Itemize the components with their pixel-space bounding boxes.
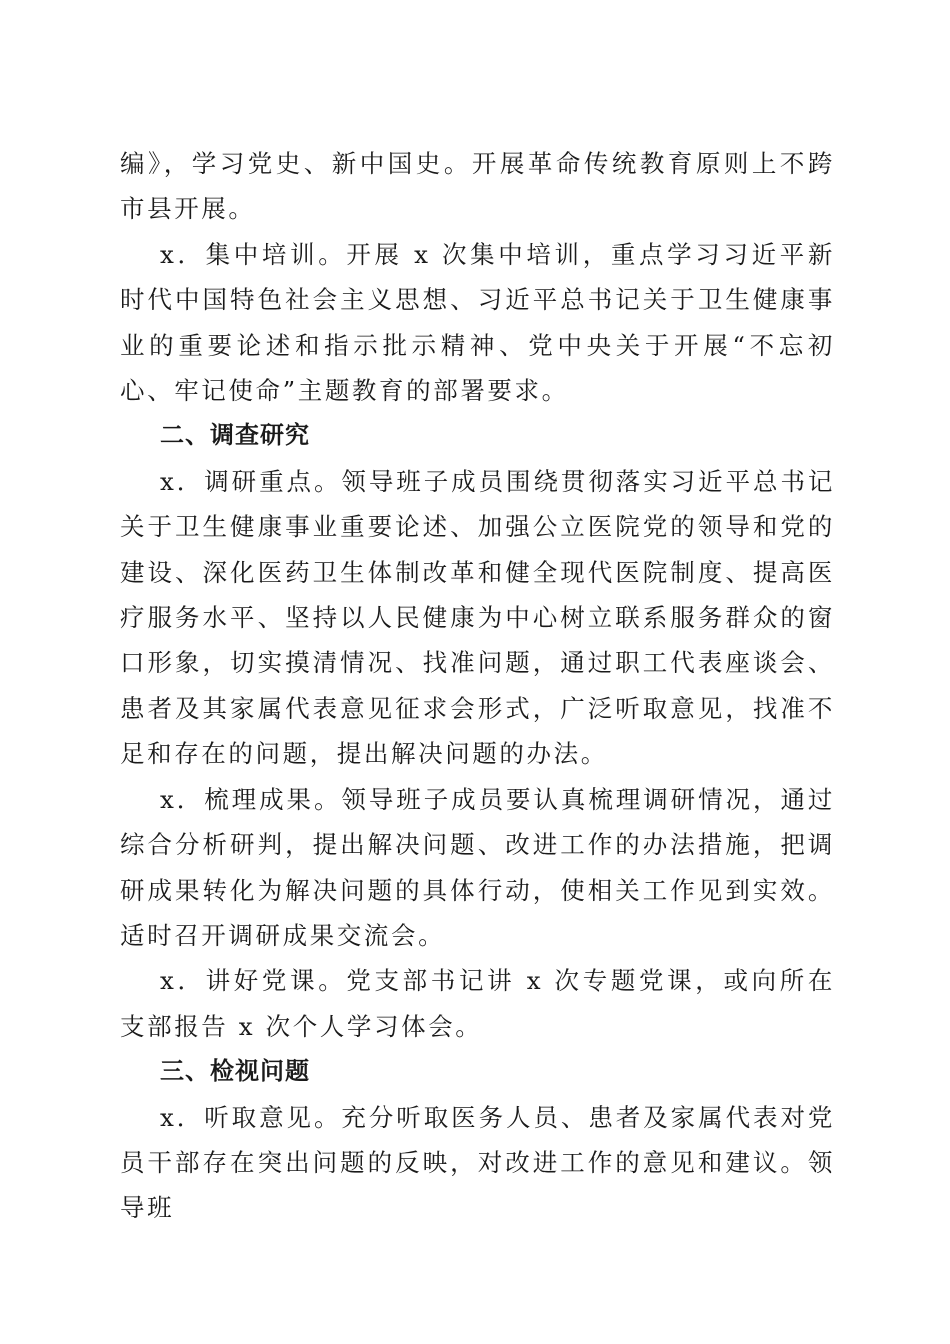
paragraph-sort-results: x．梳理成果。领导班子成员要认真梳理调研情况，通过综合分析研判，提出解决问题、改进工作的办法措施，把调研成果转化为解决问题的具体行动，使相关工作见到实效。适时召开调研成果交流会。: [120, 784, 835, 950]
section-heading-inspect-problems: 三、检视问题: [160, 1057, 310, 1086]
paragraph-concentrated-training: x．集中培训。开展 x 次集中培训，重点学习习近平新时代中国特色社会主义思想、习近平总书记关于卫生健康事业的重要论述和指示批示精神、党中央关于开展“不忘初心、牢记使命”主题教育的部署要求。: [120, 239, 835, 406]
section-heading-research: 二、调查研究: [160, 421, 310, 450]
paragraph-study-history: 编》，学习党史、新中国史。开展革命传统教育原则上不跨市县开展。: [120, 149, 835, 224]
paragraph-research-focus: x．调研重点。领导班子成员围绕贯彻落实习近平总书记关于卫生健康事业重要论述、加强公立医院党的领导和党的建设、深化医药卫生体制改革和健全现代医院制度、提高医疗服务水平、坚持以人民健康为中心树立联系服务群众的窗口形象，切实摸清情况、找准问题，通过职工代表座谈会、患者及其家属代表意见征求会形式，广泛听取意见，找准不足和存在的问题，提出解决问题的办法。: [120, 466, 835, 769]
document-body: [120, 141, 835, 1231]
paragraph-party-lecture: x．讲好党课。党支部书记讲 x 次专题党课，或向所在支部报告 x 次个人学习体会。: [120, 966, 835, 1041]
paragraph-listen-opinions: x．听取意见。充分听取医务人员、患者及家属代表对党员干部存在突出问题的反映，对改进工作的意见和建议。领导班: [120, 1102, 835, 1223]
